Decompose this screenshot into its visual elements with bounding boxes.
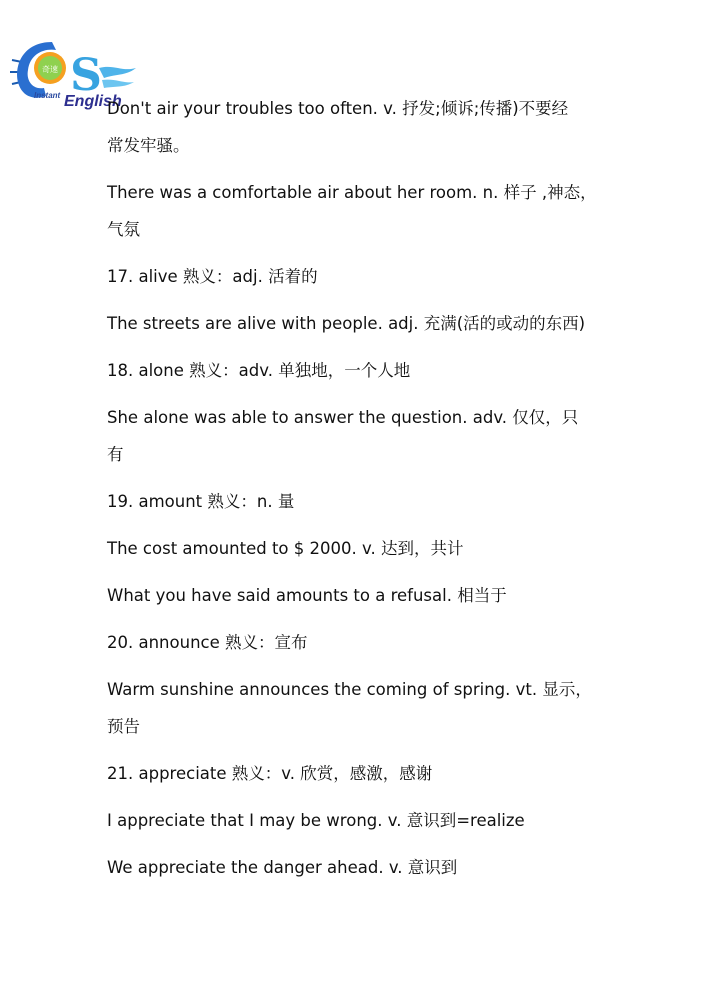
svg-text:S: S xyxy=(70,50,102,101)
paragraph xyxy=(107,577,627,614)
paragraph xyxy=(107,90,627,164)
document-body xyxy=(107,90,627,896)
text-line: I appreciate that I may be wrong. v. 意识到=realize xyxy=(107,811,525,830)
text-line: She alone was able to answer the question. adv. 仅仅，只 xyxy=(107,408,579,427)
paragraph xyxy=(107,399,627,473)
text-line: 17. alive 熟义：adj. 活着的 xyxy=(107,267,318,286)
paragraph xyxy=(107,755,627,792)
text-line: 20. announce 熟义：宣布 xyxy=(107,633,308,652)
paragraph xyxy=(107,483,627,520)
paragraph xyxy=(107,258,627,295)
text-line: Don't air your troubles too often. v. 抒发;倾诉;传播)不要经 xyxy=(107,99,569,118)
paragraph xyxy=(107,352,627,389)
text-line: The streets are alive with people. adj. 充满(活的或动的东西) xyxy=(107,314,586,333)
text-line: There was a comfortable air about her room. n. 样子 ,神态， xyxy=(107,183,597,202)
paragraph xyxy=(107,305,627,342)
text-line: 21. appreciate 熟义：v. 欣赏，感激，感谢 xyxy=(107,764,433,783)
paragraph xyxy=(107,174,627,248)
text-line: 预告 xyxy=(107,717,140,736)
text-line: What you have said amounts to a refusal. 相当于 xyxy=(107,586,507,605)
text-line: 19. amount 熟义：n. 量 xyxy=(107,492,295,511)
svg-text:Instant: Instant xyxy=(34,91,61,100)
text-line: 气氛 xyxy=(107,220,140,239)
text-line: We appreciate the danger ahead. v. 意识到 xyxy=(107,858,458,877)
svg-text:English: English xyxy=(64,93,122,110)
paragraph xyxy=(107,802,627,839)
paragraph xyxy=(107,849,627,886)
text-line: 常发牢骚。 xyxy=(107,136,190,155)
paragraph xyxy=(107,530,627,567)
svg-text:奇速: 奇速 xyxy=(42,65,58,74)
text-line: The cost amounted to $ 2000. v. 达到，共计 xyxy=(107,539,464,558)
text-line: Warm sunshine announces the coming of spring. vt. 显示， xyxy=(107,680,592,699)
text-line: 有 xyxy=(107,445,124,464)
paragraph xyxy=(107,624,627,661)
text-line: 18. alone 熟义：adv. 单独地，一个人地 xyxy=(107,361,411,380)
paragraph xyxy=(107,671,627,745)
